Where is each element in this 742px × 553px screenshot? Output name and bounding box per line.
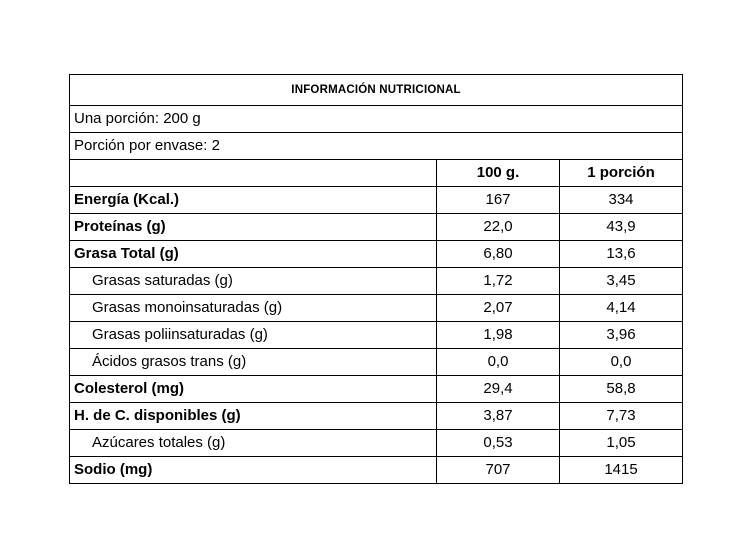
value-100g: 1,72 bbox=[437, 268, 560, 295]
value-serving: 1415 bbox=[560, 457, 683, 484]
nutrient-label: Proteínas (g) bbox=[70, 214, 437, 241]
nutrient-label: Grasas poliinsaturadas (g) bbox=[70, 322, 437, 349]
value-100g: 167 bbox=[437, 187, 560, 214]
nutrient-label: H. de C. disponibles (g) bbox=[70, 403, 437, 430]
header-empty-cell bbox=[70, 160, 437, 187]
nutrient-label: Ácidos grasos trans (g) bbox=[70, 349, 437, 376]
value-100g: 707 bbox=[437, 457, 560, 484]
column-header-row bbox=[70, 160, 683, 187]
serving-size-row bbox=[70, 106, 683, 133]
servings-per-container-row bbox=[70, 133, 683, 160]
nutrient-label: Azúcares totales (g) bbox=[70, 430, 437, 457]
value-serving: 3,45 bbox=[560, 268, 683, 295]
servings-per-container: Porción por envase: 2 bbox=[70, 133, 683, 160]
value-serving: 43,9 bbox=[560, 214, 683, 241]
value-100g: 0,53 bbox=[437, 430, 560, 457]
nutrition-facts-table bbox=[69, 74, 683, 484]
nutrient-label: Colesterol (mg) bbox=[70, 376, 437, 403]
value-serving: 4,14 bbox=[560, 295, 683, 322]
value-serving: 58,8 bbox=[560, 376, 683, 403]
column-header-100g: 100 g. bbox=[437, 160, 560, 187]
value-serving: 13,6 bbox=[560, 241, 683, 268]
value-100g: 0,0 bbox=[437, 349, 560, 376]
row-protein bbox=[70, 214, 683, 241]
row-total-fat bbox=[70, 241, 683, 268]
row-saturated-fat bbox=[70, 268, 683, 295]
row-polyunsaturated-fat bbox=[70, 322, 683, 349]
nutrient-label: Sodio (mg) bbox=[70, 457, 437, 484]
value-100g: 6,80 bbox=[437, 241, 560, 268]
row-total-sugars bbox=[70, 430, 683, 457]
value-serving: 0,0 bbox=[560, 349, 683, 376]
title-row bbox=[70, 75, 683, 106]
value-100g: 2,07 bbox=[437, 295, 560, 322]
value-100g: 3,87 bbox=[437, 403, 560, 430]
row-monounsaturated-fat bbox=[70, 295, 683, 322]
value-serving: 7,73 bbox=[560, 403, 683, 430]
value-100g: 1,98 bbox=[437, 322, 560, 349]
value-100g: 22,0 bbox=[437, 214, 560, 241]
nutrient-label: Grasas saturadas (g) bbox=[70, 268, 437, 295]
value-serving: 3,96 bbox=[560, 322, 683, 349]
nutrient-label: Grasas monoinsaturadas (g) bbox=[70, 295, 437, 322]
value-serving: 334 bbox=[560, 187, 683, 214]
row-carbohydrates bbox=[70, 403, 683, 430]
value-serving: 1,05 bbox=[560, 430, 683, 457]
row-energy bbox=[70, 187, 683, 214]
row-cholesterol bbox=[70, 376, 683, 403]
value-100g: 29,4 bbox=[437, 376, 560, 403]
row-trans-fat bbox=[70, 349, 683, 376]
column-header-serving: 1 porción bbox=[560, 160, 683, 187]
nutrient-label: Energía (Kcal.) bbox=[70, 187, 437, 214]
nutrient-label: Grasa Total (g) bbox=[70, 241, 437, 268]
row-sodium bbox=[70, 457, 683, 484]
serving-size: Una porción: 200 g bbox=[70, 106, 683, 133]
table-title: INFORMACIÓN NUTRICIONAL bbox=[70, 75, 683, 106]
